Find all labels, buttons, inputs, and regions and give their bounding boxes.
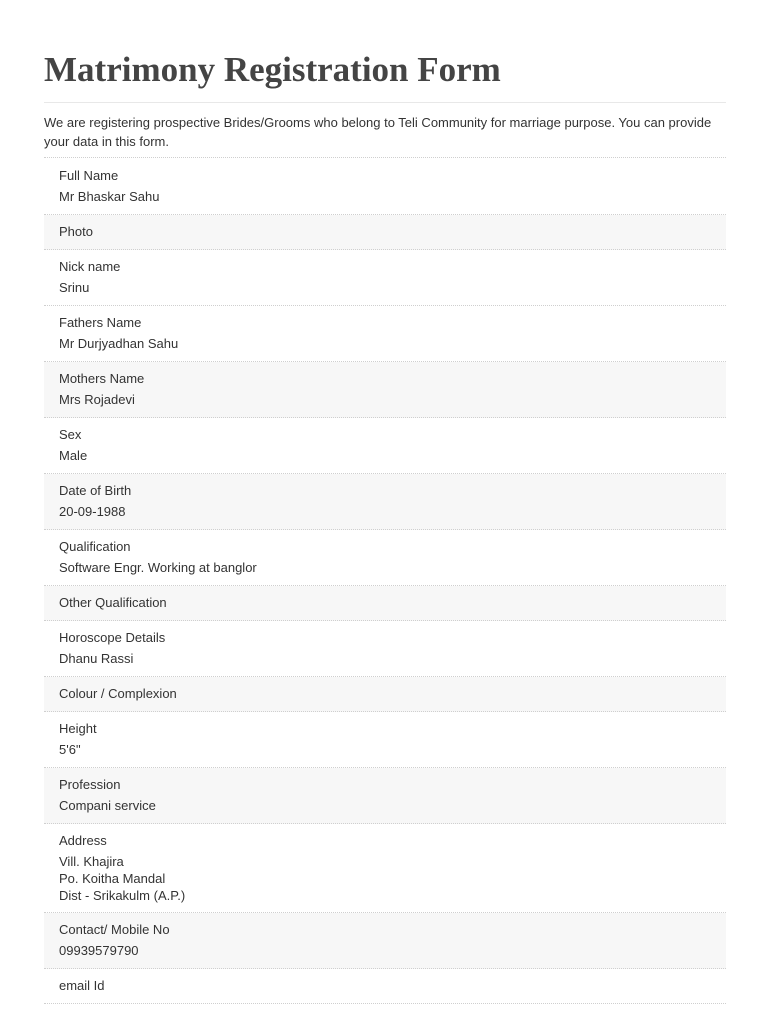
field-value: Compani service <box>59 798 156 813</box>
field-colour-complexion <box>44 677 726 712</box>
field-sex <box>44 418 726 474</box>
field-label: Photo <box>59 224 93 239</box>
field-contact-mobile <box>44 913 726 969</box>
field-qualification <box>44 530 726 586</box>
address-line: Vill. Khajira <box>59 854 124 869</box>
field-list <box>44 159 726 1004</box>
field-photo <box>44 215 726 250</box>
address-line: Po. Koitha Mandal <box>59 871 166 886</box>
field-nick-name <box>44 250 726 306</box>
field-label: Horoscope Details <box>59 630 166 645</box>
field-value: Mrs Rojadevi <box>59 392 135 407</box>
field-label: Qualification <box>59 539 131 554</box>
field-fathers-name <box>44 306 726 362</box>
field-label: Contact/ Mobile No <box>59 922 170 937</box>
form-title: Matrimony Registration Form <box>44 50 501 89</box>
form-intro: We are registering prospective Brides/Grooms who belong to Teli Community for marriage purpose. You can provide your data in this form. <box>44 115 712 149</box>
field-value: Srinu <box>59 280 90 295</box>
field-label: email Id <box>59 978 105 993</box>
field-other-qualification <box>44 586 726 621</box>
field-label: Date of Birth <box>59 483 132 498</box>
field-label: Other Qualification <box>59 595 167 610</box>
field-full-name <box>44 159 726 215</box>
address-line: Dist - Srikakulm (A.P.) <box>59 888 186 903</box>
field-value: 20-09-1988 <box>59 504 126 519</box>
field-email-id <box>44 969 726 1004</box>
field-label: Height <box>59 721 97 736</box>
field-address <box>44 824 726 913</box>
field-value <box>59 853 711 904</box>
field-value: 5'6" <box>59 742 81 757</box>
field-mothers-name <box>44 362 726 418</box>
field-label: Profession <box>59 777 121 792</box>
field-height <box>44 712 726 768</box>
field-horoscope-details <box>44 621 726 677</box>
field-profession <box>44 768 726 824</box>
field-value: Mr Durjyadhan Sahu <box>59 336 179 351</box>
title-divider <box>44 102 726 103</box>
field-label: Fathers Name <box>59 315 142 330</box>
field-label: Sex <box>59 427 82 442</box>
field-date-of-birth <box>44 474 726 530</box>
field-label: Mothers Name <box>59 371 145 386</box>
field-label: Colour / Complexion <box>59 686 177 701</box>
field-label: Address <box>59 833 107 848</box>
field-value: 09939579790 <box>59 943 139 958</box>
field-label: Nick name <box>59 259 121 274</box>
field-value: Dhanu Rassi <box>59 651 134 666</box>
field-value: Software Engr. Working at banglor <box>59 560 257 575</box>
field-value: Mr Bhaskar Sahu <box>59 189 160 204</box>
intro-divider <box>44 157 726 158</box>
field-label: Full Name <box>59 168 119 183</box>
field-value: Male <box>59 448 88 463</box>
